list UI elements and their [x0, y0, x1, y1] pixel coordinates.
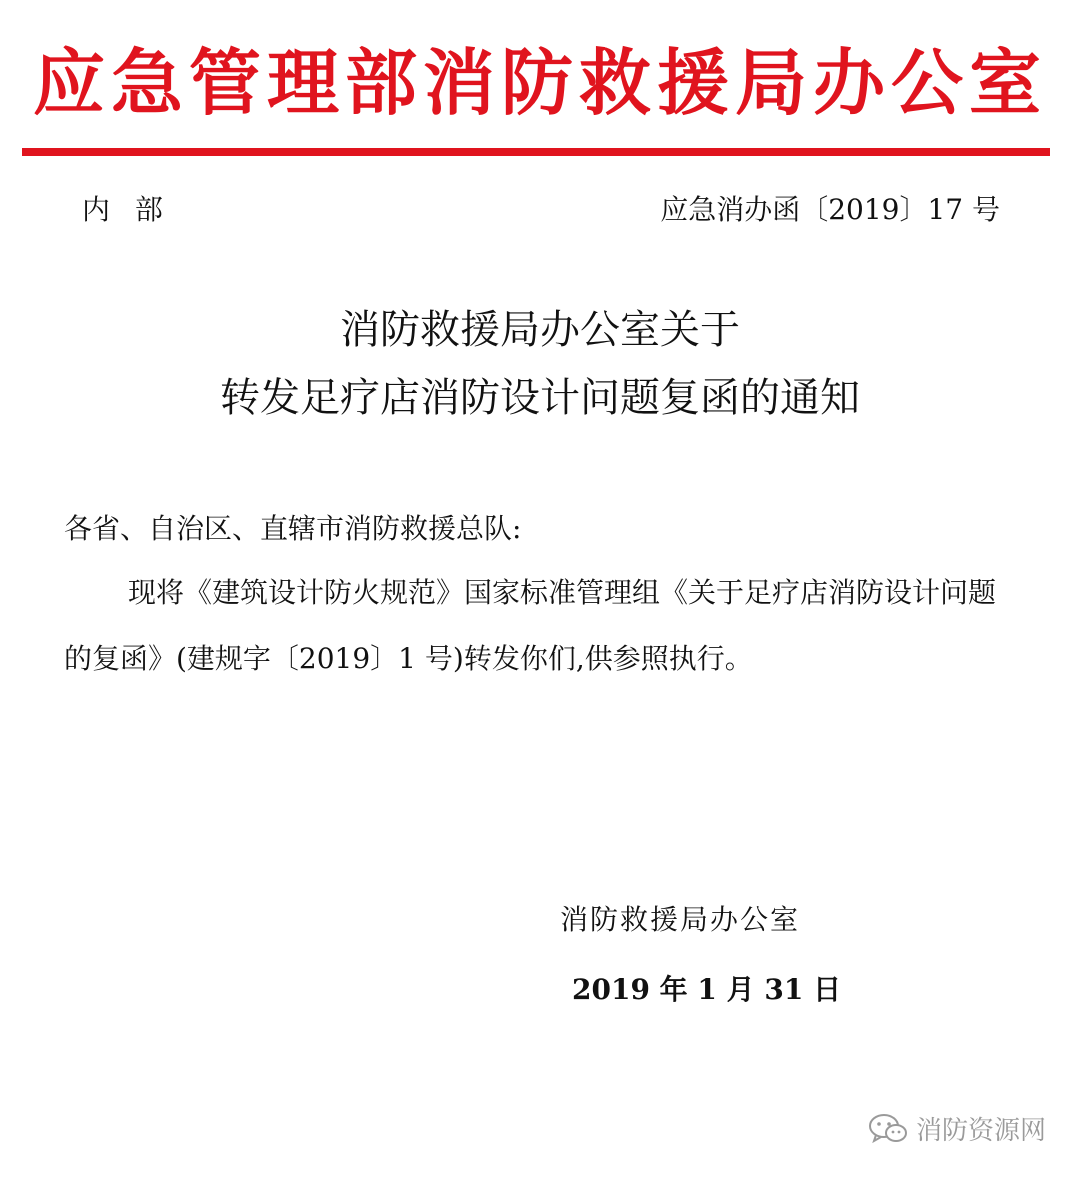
watermark: [868, 1110, 1046, 1147]
watermark-text: 消防资源网: [915, 1116, 1046, 1146]
wechat-icon: [868, 1112, 908, 1146]
letterhead-title: 应急管理部消防救援局办公室: [32, 40, 1047, 125]
document-title-line-2: 转发足疗店消防设计问题复函的通知: [220, 375, 860, 421]
document-title-line-1: 消防救援局办公室关于: [340, 307, 740, 353]
classification-label: 内 部: [82, 193, 171, 226]
salutation: 各省、自治区、直辖市消防救援总队:: [64, 512, 522, 545]
red-divider-line: [22, 148, 1050, 156]
document-number: 应急消办函〔2019〕17 号: [660, 193, 1000, 226]
signature-date: 2019 年 1 月 31 日: [572, 973, 842, 1006]
signature-office: 消防救援局办公室: [560, 903, 801, 936]
body-paragraph: 现将《建筑设计防火规范》国家标准管理组《关于足疗店消防设计问题的复函》(建规字〔2019〕1 号)转发你们,供参照执行。: [64, 576, 997, 675]
